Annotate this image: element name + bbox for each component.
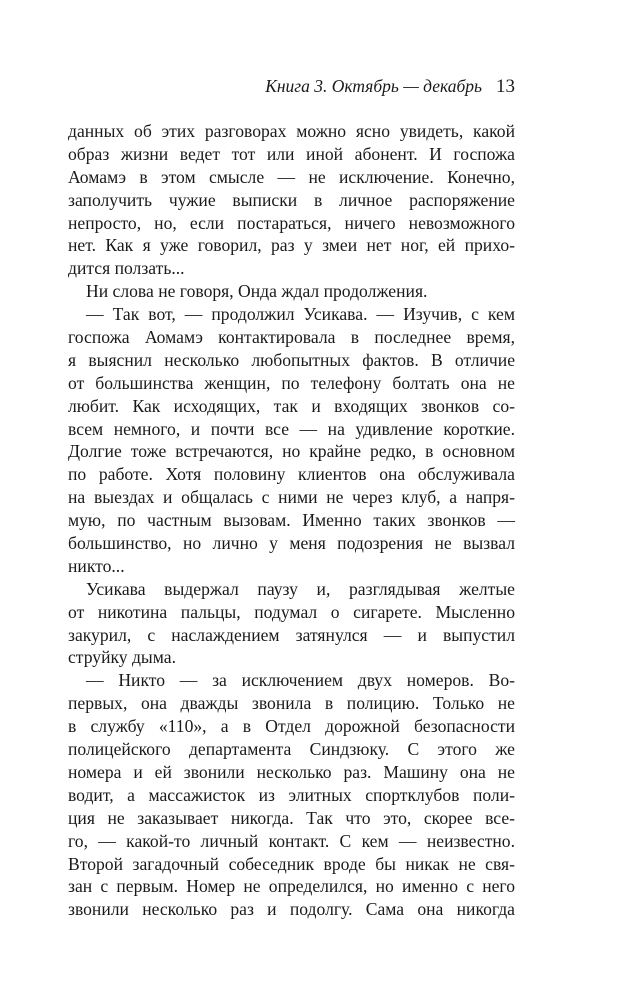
text-line: мую, по частным вызовам. Именно таких звонков — xyxy=(68,510,515,531)
text-line: полицейского департамента Синдзюку. С этого же xyxy=(68,739,515,760)
text-line: данных об этих разговорах можно ясно увидеть, какой xyxy=(68,121,515,141)
text-line: от никотина пальцы, подумал о сигарете. Мысленно xyxy=(68,601,515,622)
text-line: — Никто — за исключением двух номеров. Во- xyxy=(86,670,515,691)
text-line: — Так вот, — продолжил Усикава. — Изучив, с кем xyxy=(86,304,515,325)
text-line: Долгие тоже встречаются, но крайне редко, в основном xyxy=(68,441,515,462)
text-line: ция не заказывает никогда. Так что это, скорее все- xyxy=(68,807,515,828)
text-line: закурил, с наслаждением затянулся — и выпустил xyxy=(68,624,515,645)
text-line: на выездах и общалась с ними не через клуб, а напря- xyxy=(68,487,515,508)
page-number: 13 xyxy=(496,76,515,97)
text-line: по работе. Хотя половину клиентов она обслуживала xyxy=(68,464,515,485)
text-line: Аомамэ в этом смысле — не исключение. Конечно, xyxy=(68,166,515,187)
text-line: большинство, но лично у меня подозрения не вызвал xyxy=(68,533,515,554)
text-line: звонили несколько раз и подолгу. Сама она никогда xyxy=(68,899,515,920)
text-line: всем немного, и почти все — на удивление короткие. xyxy=(68,418,515,439)
text-line: водит, а массажисток из элитных спортклубов поли- xyxy=(68,784,515,805)
running-head xyxy=(68,76,515,98)
text-line: номера и ей звонили несколько раз. Машину она не xyxy=(68,761,515,782)
text-line: в службу «110», а в Отдел дорожной безопасности xyxy=(68,716,515,737)
text-line: Ни слова не говоря, Онда ждал продолжения. xyxy=(86,281,428,302)
running-title: Книга 3. Октябрь — декабрь xyxy=(265,76,482,96)
text-line: дится ползать... xyxy=(68,258,185,279)
text-line: го, — какой-то личный контакт. С кем — неизвестно. xyxy=(68,830,515,851)
text-line: никто... xyxy=(68,555,125,576)
text-line: от большинства женщин, по телефону болтать она не xyxy=(68,372,515,393)
text-line: струйку дыма. xyxy=(68,647,176,668)
text-line: заполучить чужие выписки в личное распоряжение xyxy=(68,189,515,210)
text-line: нет. Как я уже говорил, раз у змеи нет ног, ей прихо- xyxy=(68,235,515,256)
text-line: непросто, но, если постараться, ничего невозможного xyxy=(68,212,515,233)
text-line: Усикава выдержал паузу и, разглядывая желтые xyxy=(86,578,515,599)
text-line: любит. Как исходящих, так и входящих звонков со- xyxy=(68,395,515,416)
text-line: госпожа Аомамэ контактировала в последнее время, xyxy=(68,327,515,348)
body-text xyxy=(68,120,515,921)
text-line: Второй загадочный собеседник вроде бы никак не свя- xyxy=(68,853,515,874)
text-line: я выяснил несколько любопытных фактов. В отличие xyxy=(68,349,515,370)
text-line: образ жизни ведет тот или иной абонент. И госпожа xyxy=(68,143,515,164)
text-line: первых, она дважды звонила в полицию. Только не xyxy=(68,693,515,714)
text-line: зан с первым. Номер не определился, но именно с него xyxy=(68,876,515,897)
